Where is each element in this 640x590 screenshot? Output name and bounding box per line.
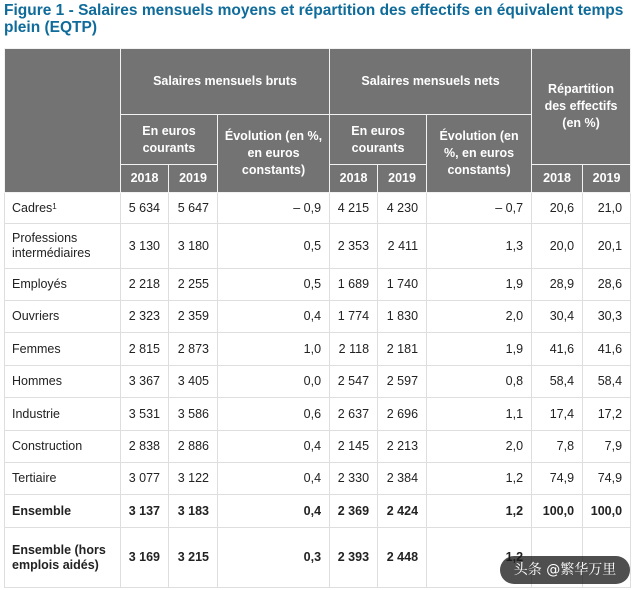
table-row bbox=[5, 224, 631, 269]
table-cell: 0,4 bbox=[218, 431, 330, 463]
table-cell: 0,4 bbox=[218, 463, 330, 495]
table-cell: 5 634 bbox=[121, 193, 169, 224]
table-cell: – 0,7 bbox=[427, 193, 532, 224]
table-cell: 0,4 bbox=[218, 301, 330, 333]
table-cell: 17,2 bbox=[583, 398, 631, 431]
table-cell: 1,1 bbox=[427, 398, 532, 431]
row-label: Cadres$^1$ bbox=[5, 193, 121, 224]
table-cell: 3 122 bbox=[169, 463, 218, 495]
table-cell: 2 218 bbox=[121, 269, 169, 301]
header-net-2018: 2018 bbox=[330, 165, 378, 193]
table-cell: 4 230 bbox=[378, 193, 427, 224]
header-dist-2018: 2018 bbox=[532, 165, 583, 193]
table-cell: 17,4 bbox=[532, 398, 583, 431]
table-cell: 41,6 bbox=[532, 333, 583, 366]
table-cell: 2 424 bbox=[378, 495, 427, 528]
table-cell: 2 323 bbox=[121, 301, 169, 333]
table-cell: 2 547 bbox=[330, 366, 378, 398]
table-row bbox=[5, 333, 631, 366]
header-gross-evolution: Évolution (en %, en euros constants) bbox=[218, 115, 330, 193]
table-cell: 21,0 bbox=[583, 193, 631, 224]
table-cell: 3 531 bbox=[121, 398, 169, 431]
header-dist-2019: 2019 bbox=[583, 165, 631, 193]
table-cell: 2 145 bbox=[330, 431, 378, 463]
footnote-marker: 1 bbox=[52, 201, 57, 211]
table-cell: 74,9 bbox=[583, 463, 631, 495]
table-row bbox=[5, 431, 631, 463]
table-cell: 7,8 bbox=[532, 431, 583, 463]
table-cell: 3 367 bbox=[121, 366, 169, 398]
table-cell: 4 215 bbox=[330, 193, 378, 224]
row-label: Tertiaire bbox=[5, 463, 121, 495]
table-cell: 2 118 bbox=[330, 333, 378, 366]
table-cell: 1 689 bbox=[330, 269, 378, 301]
table-cell: 74,9 bbox=[532, 463, 583, 495]
table-row bbox=[5, 495, 631, 528]
header-net-current-euros: En euros courants bbox=[330, 115, 427, 165]
header-gross-2018: 2018 bbox=[121, 165, 169, 193]
table-cell: 3 180 bbox=[169, 224, 218, 269]
table-cell: 1,2 bbox=[427, 495, 532, 528]
table-cell: 2 597 bbox=[378, 366, 427, 398]
table-cell: 2 393 bbox=[330, 528, 378, 588]
salary-table bbox=[4, 48, 631, 588]
table-cell: 3 169 bbox=[121, 528, 169, 588]
row-label: Femmes bbox=[5, 333, 121, 366]
table-cell: 2 873 bbox=[169, 333, 218, 366]
table-cell: 2,0 bbox=[427, 431, 532, 463]
table-cell: 0,3 bbox=[218, 528, 330, 588]
header-net-2019: 2019 bbox=[378, 165, 427, 193]
table-cell: 0,8 bbox=[427, 366, 532, 398]
table-cell: 3 077 bbox=[121, 463, 169, 495]
table-cell: 2 353 bbox=[330, 224, 378, 269]
table-cell: 2 330 bbox=[330, 463, 378, 495]
row-label: Employés bbox=[5, 269, 121, 301]
header-gross-salaries: Salaires mensuels bruts bbox=[121, 49, 330, 115]
header-gross-current-euros: En euros courants bbox=[121, 115, 218, 165]
table-cell: 2 359 bbox=[169, 301, 218, 333]
table-cell: 2 886 bbox=[169, 431, 218, 463]
table-cell: 0,4 bbox=[218, 495, 330, 528]
table-cell: 1,9 bbox=[427, 333, 532, 366]
table-cell: 3 215 bbox=[169, 528, 218, 588]
table-cell: 2 815 bbox=[121, 333, 169, 366]
table-cell: 1,9 bbox=[427, 269, 532, 301]
table-cell: 2 411 bbox=[378, 224, 427, 269]
table-cell: 2 838 bbox=[121, 431, 169, 463]
header-distribution: Répartition des effectifs (en %) bbox=[532, 49, 631, 165]
table-cell: 100,0 bbox=[583, 495, 631, 528]
table-cell: 7,9 bbox=[583, 431, 631, 463]
table-cell: 20,6 bbox=[532, 193, 583, 224]
table-cell: 2 384 bbox=[378, 463, 427, 495]
row-label: Ouvriers bbox=[5, 301, 121, 333]
table-cell: 1 740 bbox=[378, 269, 427, 301]
table-cell: 2 181 bbox=[378, 333, 427, 366]
table-cell: 1,3 bbox=[427, 224, 532, 269]
table-cell: 0,0 bbox=[218, 366, 330, 398]
table-cell: 0,5 bbox=[218, 269, 330, 301]
table-cell: 2 213 bbox=[378, 431, 427, 463]
table-row bbox=[5, 366, 631, 398]
header-net-evolution: Évolution (en %, en euros constants) bbox=[427, 115, 532, 193]
table-cell: 20,1 bbox=[583, 224, 631, 269]
table-cell: 3 130 bbox=[121, 224, 169, 269]
table-cell: 20,0 bbox=[532, 224, 583, 269]
table-cell: 2 369 bbox=[330, 495, 378, 528]
header-corner bbox=[5, 49, 121, 193]
table-cell: 2,0 bbox=[427, 301, 532, 333]
table-cell: 1,0 bbox=[218, 333, 330, 366]
row-label: Hommes bbox=[5, 366, 121, 398]
table-cell: 0,6 bbox=[218, 398, 330, 431]
table-cell: 28,9 bbox=[532, 269, 583, 301]
table-cell: 5 647 bbox=[169, 193, 218, 224]
table-cell: 3 183 bbox=[169, 495, 218, 528]
table-cell: 100,0 bbox=[532, 495, 583, 528]
table-row bbox=[5, 269, 631, 301]
table-cell: 28,6 bbox=[583, 269, 631, 301]
table-cell: 1,2 bbox=[427, 463, 532, 495]
table-cell: 30,4 bbox=[532, 301, 583, 333]
table-cell: 2 696 bbox=[378, 398, 427, 431]
table-cell: 1 774 bbox=[330, 301, 378, 333]
row-label: Ensemble bbox=[5, 495, 121, 528]
header-gross-2019: 2019 bbox=[169, 165, 218, 193]
table-cell: – 0,9 bbox=[218, 193, 330, 224]
row-label: Industrie bbox=[5, 398, 121, 431]
watermark: 头条 @繁华万里 bbox=[500, 556, 630, 584]
header-net-salaries: Salaires mensuels nets bbox=[330, 49, 532, 115]
table-cell: 41,6 bbox=[583, 333, 631, 366]
table-cell: 58,4 bbox=[532, 366, 583, 398]
row-label: Ensemble (hors emplois aidés) bbox=[5, 528, 121, 588]
table-cell: 0,5 bbox=[218, 224, 330, 269]
table-cell: 58,4 bbox=[583, 366, 631, 398]
table-row bbox=[5, 193, 631, 224]
table-cell: 30,3 bbox=[583, 301, 631, 333]
figure-title: Figure 1 - Salaires mensuels moyens et répartition des effectifs en équivalent temps plein (EQTP) bbox=[4, 2, 624, 36]
table-cell: 2 255 bbox=[169, 269, 218, 301]
table-cell: 3 586 bbox=[169, 398, 218, 431]
table-cell: 1 830 bbox=[378, 301, 427, 333]
table-cell: 3 137 bbox=[121, 495, 169, 528]
table-cell: 2 448 bbox=[378, 528, 427, 588]
table-cell: 2 637 bbox=[330, 398, 378, 431]
row-label: Professions intermédiaires bbox=[5, 224, 121, 269]
table-cell: 3 405 bbox=[169, 366, 218, 398]
table-row bbox=[5, 398, 631, 431]
table-row bbox=[5, 301, 631, 333]
row-label: Construction bbox=[5, 431, 121, 463]
table-row bbox=[5, 463, 631, 495]
